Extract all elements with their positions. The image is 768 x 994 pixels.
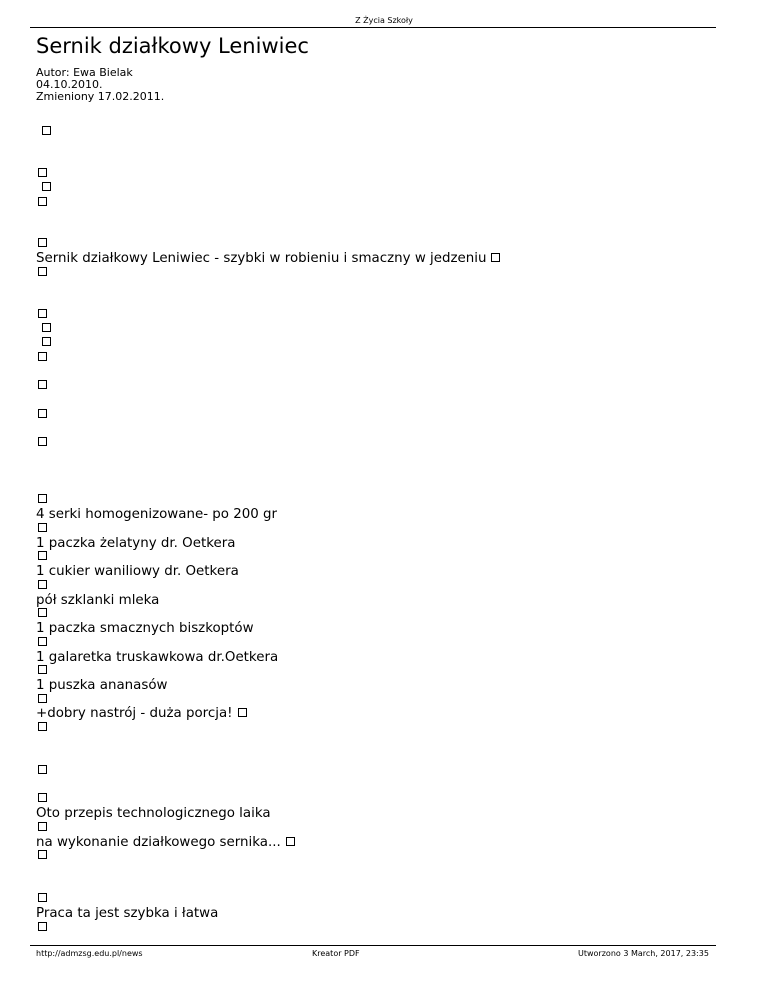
author-line: Autor: Ewa Bielak [36,66,133,79]
header-divider [30,27,716,28]
placeholder-glyph [38,238,47,247]
intro-text: Sernik działkowy Leniwiec - szybki w robieniu i smaczny w jedzeniu [36,251,487,266]
placeholder-glyph [286,837,295,846]
placeholder-glyph [38,380,47,389]
placeholder-glyph [38,267,47,276]
placeholder-glyph [38,922,47,931]
paragraph-text: na wykonanie działkowego sernika... [36,835,281,850]
ingredient-item: 1 paczka smacznych biszkoptów [36,621,254,636]
paragraph-line: Oto przepis technologicznego laika [36,806,271,821]
intro-line [36,252,500,265]
ingredient-item [36,707,247,720]
placeholder-glyph [38,580,47,589]
placeholder-glyph [42,182,51,191]
placeholder-glyph [42,126,51,135]
ingredient-item: pół szklanki mleka [36,593,160,608]
placeholder-glyph [38,494,47,503]
modified-line: Zmieniony 17.02.2011. [36,90,165,103]
article-title: Sernik działkowy Leniwiec [36,34,309,58]
paragraph-line [36,836,295,849]
placeholder-glyph [42,323,51,332]
ingredient-text: +dobry nastrój - duża porcja! [36,706,233,721]
ingredient-item: 1 puszka ananasów [36,678,168,693]
placeholder-glyph [38,352,47,361]
paragraph-line: Praca ta jest szybka i łatwa [36,906,219,921]
footer-generator: Kreator PDF [312,949,360,958]
placeholder-glyph [38,850,47,859]
footer-created: Utworzono 3 March, 2017, 23:35 [578,949,709,958]
ingredient-item: 1 paczka żelatyny dr. Oetkera [36,536,236,551]
ingredient-item: 1 cukier waniliowy dr. Oetkera [36,564,239,579]
placeholder-glyph [38,637,47,646]
placeholder-glyph [38,551,47,560]
placeholder-glyph [38,893,47,902]
placeholder-glyph [38,694,47,703]
placeholder-glyph [38,793,47,802]
placeholder-glyph [38,523,47,532]
ingredient-item: 1 galaretka truskawkowa dr.Oetkera [36,650,279,665]
placeholder-glyph [238,708,247,717]
footer-divider [30,945,716,946]
footer-url: http://admzsg.edu.pl/news [36,949,143,958]
placeholder-glyph [38,168,47,177]
placeholder-glyph [491,253,500,262]
placeholder-glyph [38,309,47,318]
placeholder-glyph [38,822,47,831]
date-line: 04.10.2010. [36,78,103,91]
placeholder-glyph [38,409,47,418]
placeholder-glyph [42,337,51,346]
placeholder-glyph [38,608,47,617]
placeholder-glyph [38,437,47,446]
ingredient-item: 4 serki homogenizowane- po 200 gr [36,507,278,522]
page-header: Z Życia Szkoły [355,16,413,25]
placeholder-glyph [38,722,47,731]
placeholder-glyph [38,197,47,206]
placeholder-glyph [38,665,47,674]
placeholder-glyph [38,765,47,774]
